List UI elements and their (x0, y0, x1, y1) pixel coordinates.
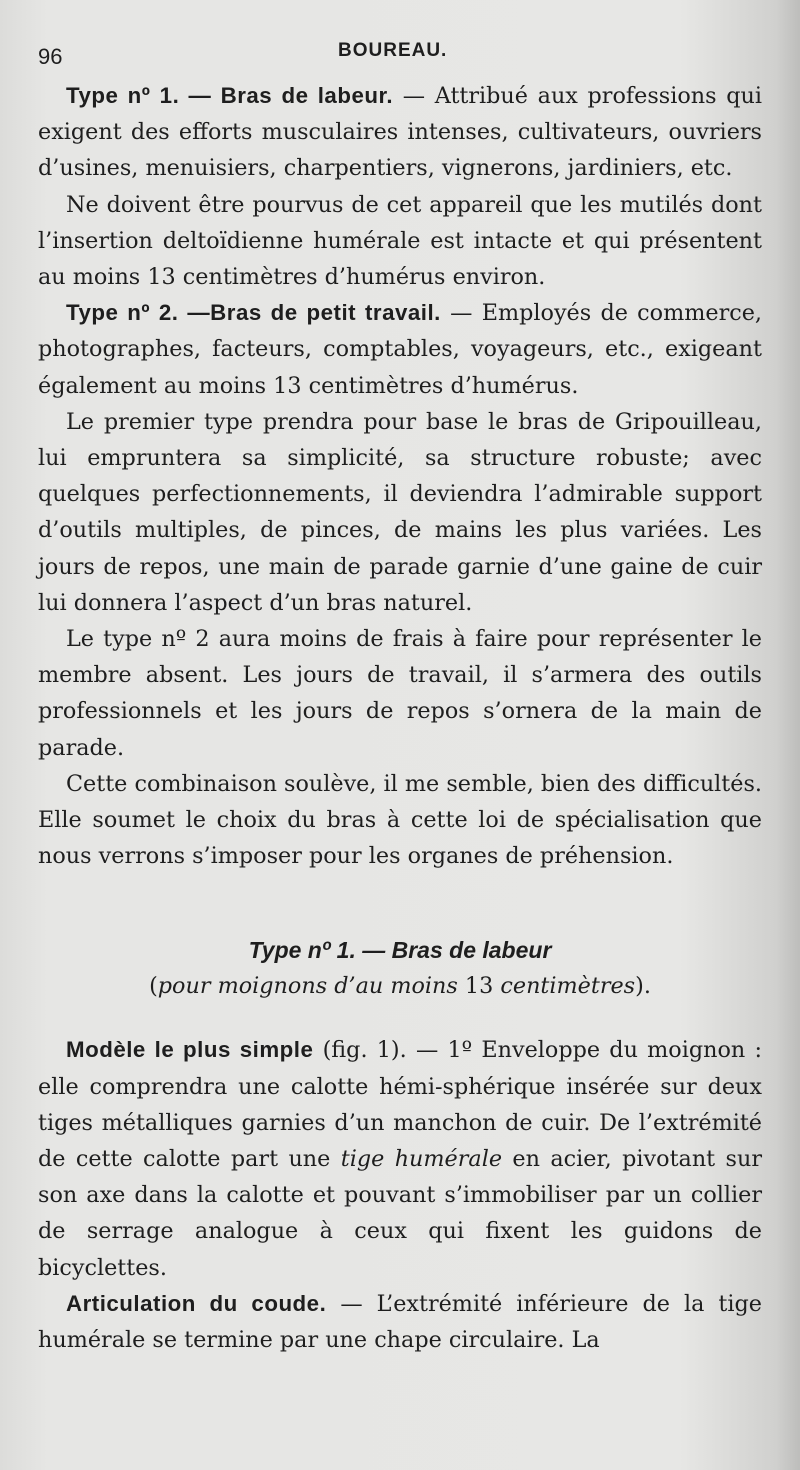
paragraph-type-1 (38, 78, 762, 187)
paragraph-elbow-joint (38, 1286, 762, 1358)
elbow-joint-label: Articulation du coude. (66, 1290, 327, 1316)
section-title: Type nº 1. — Bras de labeur (248, 937, 552, 964)
simple-model-text-b: en acier, pivotant sur son axe dans la calotte et pouvant s’immobiliser par un collier de serrage analogue à ceux qui fixent les guidons de bicyclettes. (38, 1146, 762, 1281)
subtitle-text-b: centimètres (493, 973, 636, 1000)
paragraph-type-2 (38, 295, 762, 404)
simple-model-label: Modèle le plus simple (66, 1037, 314, 1063)
subtitle-text-a: pour moignons d’au moins (157, 973, 465, 1000)
type-1-label: Type nº 1. — Bras de labeur. (66, 83, 394, 108)
type-2-text: — Employés de commerce, photographes, facteurs, comptables, voyageurs, etc., exigeant également au moins 13 centimètres d’humérus. (38, 300, 763, 399)
subtitle-close-paren: ). (635, 973, 651, 1000)
section-subtitle (38, 968, 762, 1004)
paragraph-combination: Cette combinaison soulève, il me semble, bien des difficultés. Elle soumet le choix du bras à cette loi de spécialisation que nous verrons s’imposer pour les organes de préhension. (38, 770, 762, 870)
elbow-joint-text: — L’extrémité inférieure de la tige humérale se termine par une chape circulaire. La (38, 1290, 762, 1354)
page-number: 96 (38, 44, 63, 69)
type-1-text: — Attribué aux professions qui exigent des efforts musculaires intenses, cultivateurs, ouvriers d’usines, menuisiers, charpentiers, vignerons, jardiniers, etc. (38, 83, 763, 182)
type-2-label: Type nº 2. —Bras de petit travail. (66, 300, 441, 326)
paragraph-simple-model (38, 1032, 762, 1285)
paragraph-second-type: Le type nº 2 aura moins de frais à faire pour représenter le membre absent. Les jours de travail, il s’armera des outils professionnels et les jours de repos s’ornera de la main de parade. (38, 626, 762, 761)
simple-model-text-a: (fig. 1). — 1º Enveloppe du moignon : elle comprendra une calotte hémi-sphérique insérée sur deux tiges métalliques garnies d’un manchon de cuir. De l’extrémité de cette calotte part une (38, 1037, 762, 1173)
running-title: BOUREAU. (338, 40, 448, 61)
running-head (38, 36, 762, 78)
body-text (38, 78, 762, 1358)
simple-model-italic: tige humérale (340, 1146, 503, 1173)
paragraph-first-type: Le premier type prendra pour base le bras de Gripouilleau, lui empruntera sa simplicité, sa structure robuste; avec quelques perfectionnements, il deviendra l’admirable support d’outils multiples, de pinces, de mains les plus variées. Les jours de repos, une main de parade garnie d’une gaine de cuir lui donnera l’aspect d’un bras naturel. (38, 408, 762, 616)
paragraph-eligibility: Ne doivent être pourvus de cet appareil que les mutilés dont l’insertion deltoïdienne humérale est intacte et qui présentent au moins 13 centimètres d’humérus environ. (38, 191, 762, 291)
subtitle-number: 13 (464, 973, 494, 1000)
subtitle-open-paren: ( (149, 973, 158, 1000)
